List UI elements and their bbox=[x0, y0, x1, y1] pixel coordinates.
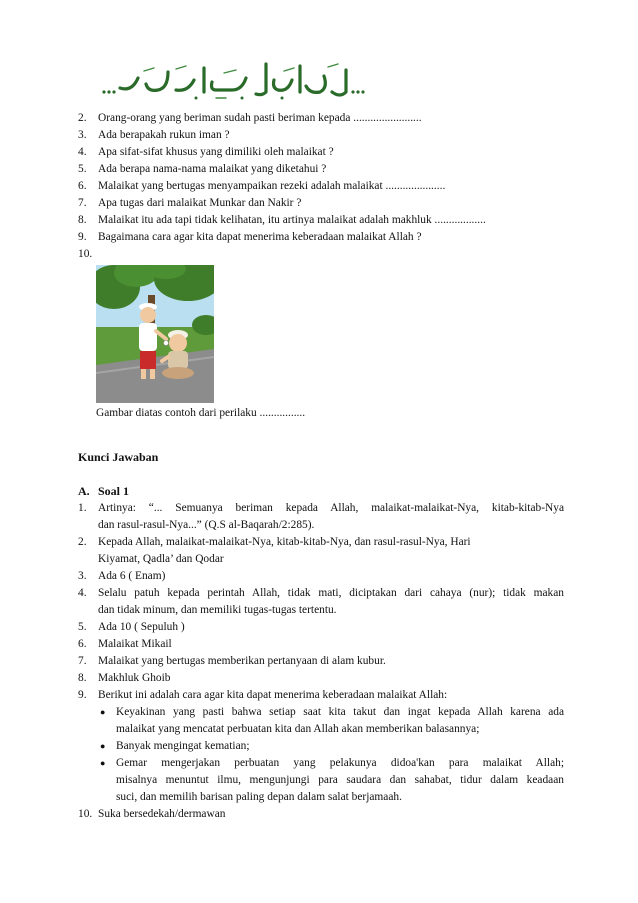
bullet-item bbox=[98, 704, 564, 738]
answer-text: Kepada Allah, malaikat-malaikat-Nya, kitab-kitab-Nya, dan rasul-rasul-Nya, Hari bbox=[98, 536, 471, 548]
answer-item bbox=[78, 500, 564, 534]
bullet-text: misalnya menuntut ilmu, mengunjungi para saudara dan sahabat, tidur dalam keadaan bbox=[116, 774, 564, 786]
question-text bbox=[98, 246, 578, 263]
question-text: Malaikat itu ada tapi tidak kelihatan, itu artinya malaikat adalah makhluk .................. bbox=[98, 214, 486, 226]
question-text: Malaikat yang bertugas menyampaikan rezeki adalah malaikat ..................... bbox=[98, 180, 446, 192]
question-item bbox=[78, 229, 578, 246]
answer-number: 10. bbox=[78, 808, 93, 820]
answer-text: Artinya: “... Semuanya beriman kepada Allah, malaikat-malaikat-Nya, kitab-kitab-Nya bbox=[98, 502, 564, 514]
answer-item bbox=[78, 806, 564, 823]
answer-text: Suka bersedekah/dermawan bbox=[98, 808, 226, 820]
answer-text: Ada 6 ( Enam) bbox=[98, 570, 166, 582]
answer-text: Selalu patuh kepada perintah Allah, tidak mati, diciptakan dari cahaya (nur); tidak makan bbox=[98, 587, 564, 599]
answer-number: 5. bbox=[78, 621, 87, 633]
question-number: 10. bbox=[78, 248, 93, 260]
question-number: 3. bbox=[78, 129, 87, 141]
bullet-text: Keyakinan yang pasti bahwa setiap saat kita takut dan ingat kepada Allah karena ada bbox=[116, 706, 564, 718]
question-item bbox=[78, 246, 578, 263]
answer-text: Makhluk Ghoib bbox=[98, 672, 171, 684]
question-text: Ada berapakah rukun iman ? bbox=[98, 129, 230, 141]
question-item bbox=[78, 178, 578, 195]
section-label: A. bbox=[78, 484, 90, 498]
answer-item bbox=[78, 687, 564, 806]
answer-number: 4. bbox=[78, 587, 87, 599]
question-item bbox=[78, 144, 578, 161]
bullet-text: malaikat yang mencatat perbuatan kita dan Allah akan memberikan balasannya; bbox=[116, 723, 480, 735]
bullet-item bbox=[98, 755, 564, 806]
question-item bbox=[78, 212, 578, 229]
question-10-caption: Gambar diatas contoh dari perilaku ................ bbox=[96, 407, 306, 419]
question-number: 4. bbox=[78, 146, 87, 158]
answer-number: 1. bbox=[78, 502, 87, 514]
answer-key-heading: Kunci Jawaban bbox=[78, 450, 159, 464]
answer-item bbox=[78, 619, 564, 636]
question-item bbox=[78, 195, 578, 212]
question-text: Apa tugas dari malaikat Munkar dan Nakir ? bbox=[98, 197, 302, 209]
section-title: Soal 1 bbox=[98, 484, 130, 498]
answer-text: Kiyamat, Qadla’ dan Qodar bbox=[98, 553, 224, 565]
bullet-list bbox=[98, 704, 564, 806]
answer-text: Ada 10 ( Sepuluh ) bbox=[98, 621, 185, 633]
answer-list bbox=[78, 500, 564, 823]
question-text: Apa sifat-sifat khusus yang dimiliki oleh malaikat ? bbox=[98, 146, 334, 158]
bullet-text: suci, dan memilih barisan paling depan dalam salat berjamaah. bbox=[116, 791, 402, 803]
bullet-icon: ● bbox=[100, 741, 106, 751]
answer-number: 2. bbox=[78, 536, 87, 548]
question-number: 7. bbox=[78, 197, 87, 209]
answer-item bbox=[78, 636, 564, 653]
answer-number: 6. bbox=[78, 638, 87, 650]
answer-number: 8. bbox=[78, 672, 87, 684]
answer-number: 9. bbox=[78, 689, 87, 701]
bullet-icon: ● bbox=[100, 707, 106, 717]
question-text: Bagaimana cara agar kita dapat menerima keberadaan malaikat Allah ? bbox=[98, 231, 422, 243]
question-item bbox=[78, 127, 578, 144]
answer-item bbox=[78, 653, 564, 670]
arabic-calligraphy-image bbox=[96, 58, 366, 104]
answer-text: dan tidak minum, dan memiliki tugas-tugas tertentu. bbox=[98, 604, 337, 616]
bullet-item bbox=[98, 738, 564, 755]
answer-text: Malaikat yang bertugas memberikan pertanyaan di alam kubur. bbox=[98, 655, 386, 667]
question-number: 5. bbox=[78, 163, 87, 175]
answer-number: 7. bbox=[78, 655, 87, 667]
answer-item bbox=[78, 568, 564, 585]
bullet-icon: ● bbox=[100, 758, 106, 768]
answer-item bbox=[78, 585, 564, 619]
question-item bbox=[78, 161, 578, 178]
illustration-children-helping bbox=[96, 265, 214, 403]
question-number: 2. bbox=[78, 112, 87, 124]
question-item bbox=[78, 110, 578, 127]
answer-text: Berikut ini adalah cara agar kita dapat menerima keberadaan malaikat Allah: bbox=[98, 689, 448, 701]
question-text: Ada berapa nama-nama malaikat yang diketahui ? bbox=[98, 163, 327, 175]
question-text: Orang-orang yang beriman sudah pasti beriman kepada ........................ bbox=[98, 112, 422, 124]
section-heading bbox=[78, 484, 129, 499]
answer-text: Malaikat Mikail bbox=[98, 638, 172, 650]
question-number: 6. bbox=[78, 180, 87, 192]
answer-number: 3. bbox=[78, 570, 87, 582]
bullet-text: Banyak mengingat kematian; bbox=[116, 740, 250, 752]
question-number: 9. bbox=[78, 231, 87, 243]
question-list bbox=[78, 110, 578, 263]
answer-item bbox=[78, 670, 564, 687]
bullet-text: Gemar mengerjakan perbuatan yang pelakunya didoa'kan para malaikat Allah; bbox=[116, 757, 564, 769]
answer-item bbox=[78, 534, 564, 568]
answer-text: dan rasul-rasul-Nya...” (Q.S al-Baqarah/2:285). bbox=[98, 519, 315, 531]
question-number: 8. bbox=[78, 214, 87, 226]
